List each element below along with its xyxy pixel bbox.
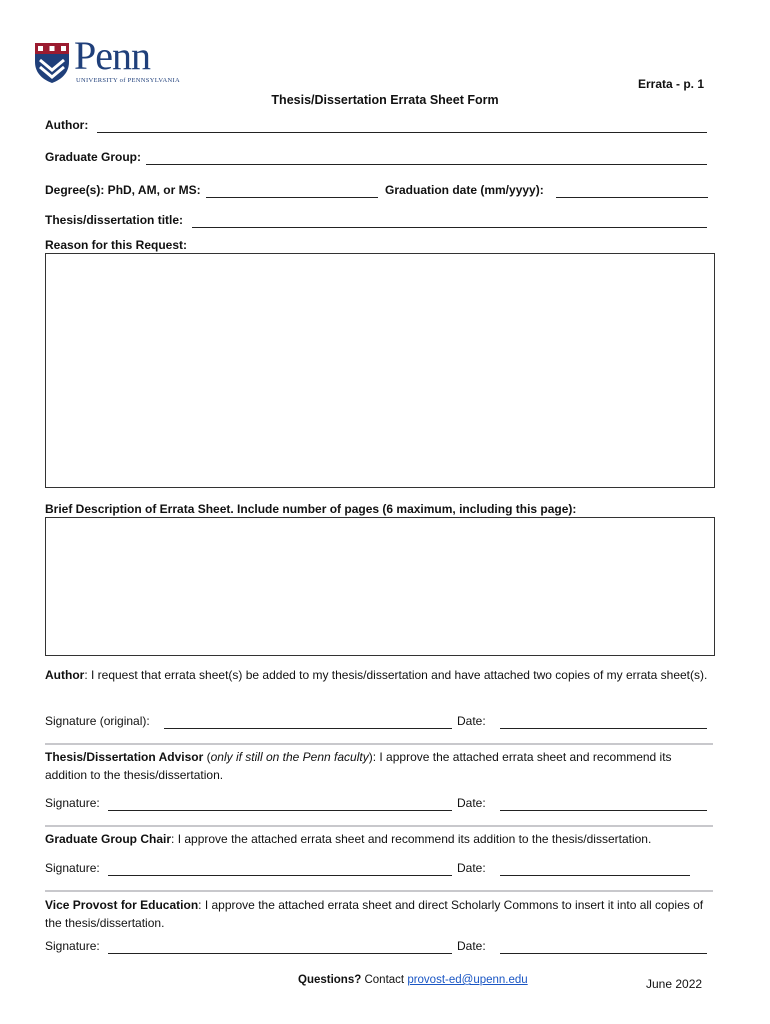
provost-date-label: Date: <box>457 939 486 953</box>
author-date-label: Date: <box>457 714 486 728</box>
author-signature-field[interactable] <box>164 728 452 729</box>
footer-date: June 2022 <box>646 977 703 991</box>
section-divider <box>45 825 713 827</box>
chair-statement <box>45 830 713 848</box>
advisor-statement: Thesis/Dissertation Advisor (only if still on the Penn faculty): I approve the attached errata sheet and recommend its addition to the thesis/dissertation. <box>45 750 672 782</box>
advisor-qualifier: only if still on the Penn faculty <box>210 750 369 764</box>
degrees-field[interactable] <box>206 197 378 198</box>
author-date-field[interactable] <box>500 728 707 729</box>
page-label: Errata - p. 1 <box>637 77 704 91</box>
advisor-date-label: Date: <box>457 796 486 810</box>
author-statement <box>45 666 713 684</box>
author-role: Author <box>45 668 85 682</box>
advisor-signature-label: Signature: <box>45 796 100 810</box>
logo-subtext: UNIVERSITY of PENNSYLVANIA <box>76 77 180 84</box>
section-divider <box>45 890 713 892</box>
footer-contact-text: Contact <box>364 974 405 986</box>
penn-shield-icon <box>34 42 70 84</box>
author-statement-text: : I request that errata sheet(s) be added to my thesis/dissertation and have attached two copies of my errata sheet(s). <box>84 668 708 682</box>
advisor-role: Thesis/Dissertation Advisor <box>45 750 204 764</box>
footer-questions: Questions? <box>298 974 362 986</box>
thesis-title-field[interactable] <box>192 227 707 228</box>
chair-date-label: Date: <box>457 861 486 875</box>
provost-role: Vice Provost for Education <box>45 898 199 912</box>
graduate-group-label: Graduate Group: <box>45 150 142 164</box>
author-label: Author: <box>45 118 89 132</box>
graduate-group-field[interactable] <box>146 164 707 165</box>
contact-email-link[interactable]: provost-ed@upenn.edu <box>407 974 528 986</box>
chair-statement-text: : I approve the attached errata sheet and recommend its addition to the thesis/dissertation. <box>171 832 652 846</box>
provost-statement-text: : I approve the attached errata sheet and direct Scholarly Commons to insert it into all copies of the thesis/dissertation. <box>45 898 704 930</box>
provost-date-field[interactable] <box>500 953 707 954</box>
degrees-label: Degree(s): PhD, AM, or MS: <box>45 183 201 197</box>
provost-statement <box>45 896 713 932</box>
provost-signature-label: Signature: <box>45 939 100 953</box>
penn-logo <box>34 33 180 90</box>
provost-signature-field[interactable] <box>108 953 452 954</box>
chair-signature-field[interactable] <box>108 875 452 876</box>
section-divider <box>45 743 713 745</box>
graduation-date-label: Graduation date (mm/yyyy): <box>385 183 544 197</box>
brief-description-label: Brief Description of Errata Sheet. Include number of pages (6 maximum, including this page): <box>45 502 577 516</box>
reason-label: Reason for this Request: <box>45 238 188 252</box>
chair-role: Graduate Group Chair <box>45 832 172 846</box>
footer-contact <box>298 974 528 986</box>
brief-description-textbox[interactable] <box>45 517 715 656</box>
advisor-statement-text: : I approve the attached errata sheet and recommend its addition to the thesis/dissertation. <box>45 750 672 782</box>
chair-date-field[interactable] <box>500 875 690 876</box>
thesis-title-label: Thesis/dissertation title: <box>45 213 184 227</box>
graduation-date-field[interactable] <box>556 197 708 198</box>
advisor-signature-field[interactable] <box>108 810 452 811</box>
form-title: Thesis/Dissertation Errata Sheet Form <box>271 93 499 107</box>
advisor-date-field[interactable] <box>500 810 707 811</box>
author-field[interactable] <box>97 132 707 133</box>
author-signature-label: Signature (original): <box>45 714 150 728</box>
reason-textbox[interactable] <box>45 253 715 488</box>
chair-signature-label: Signature: <box>45 861 100 875</box>
logo-wordmark: Penn <box>74 33 150 78</box>
